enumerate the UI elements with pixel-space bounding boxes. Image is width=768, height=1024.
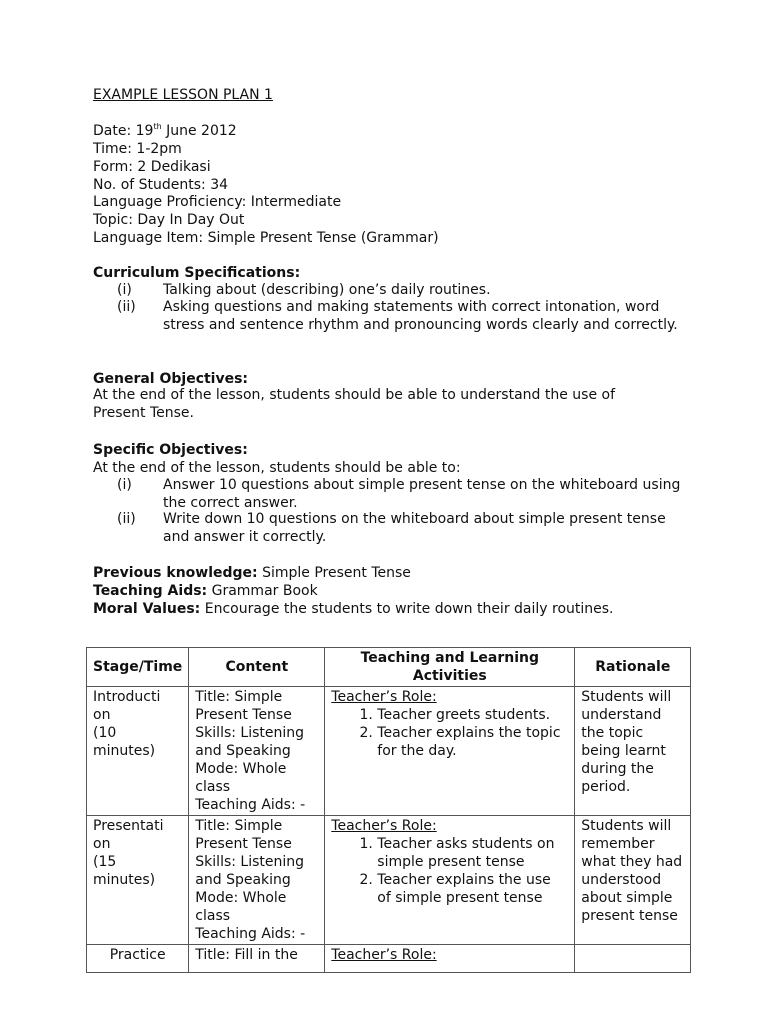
curriculum-heading: Curriculum Specifications: [93, 265, 301, 281]
curriculum-item-2: Asking questions and making statements with correct intonation, word stress and sentence rhythm and pronouncing words clearly and correctly. [163, 299, 678, 333]
activities-cell: Teacher’s Role: [325, 945, 575, 973]
students-line: No. of Students: 34 [93, 177, 229, 193]
header-content: Content [189, 648, 325, 687]
list-item: 1. Teacher asks students on simple present tense [377, 835, 568, 871]
time-line: Time: 1-2pm [93, 141, 182, 157]
document-title: EXAMPLE LESSON PLAN 1 [93, 87, 273, 103]
curriculum-num-1: (i) [117, 282, 132, 298]
teaching-aids-line: Teaching Aids: Grammar Book [93, 583, 318, 599]
stage-cell: Introducti on (10 minutes) [87, 687, 189, 816]
general-text: At the end of the lesson, students should be able to understand the use of Present Tense. [93, 387, 616, 421]
specific-intro: At the end of the lesson, students should be able to: [93, 460, 461, 476]
previous-knowledge-line: Previous knowledge: Simple Present Tense [93, 565, 411, 581]
stage-cell: Presentati on (15 minutes) [87, 816, 189, 945]
table-header-row [87, 648, 691, 687]
rationale-cell: Students will remember what they had understood about simple present tense [575, 816, 691, 945]
header-stage: Stage/Time [87, 648, 189, 687]
date-line: Date: 19th June 2012 [93, 122, 237, 139]
header-rationale: Rationale [575, 648, 691, 687]
moral-values-line: Moral Values: Encourage the students to write down their daily routines. [93, 601, 614, 617]
lesson-table [86, 647, 691, 973]
specific-num-1: (i) [117, 477, 132, 493]
content-cell: Title: Fill in the [189, 945, 325, 973]
content-cell: Title: Simple Present Tense Skills: Listening and Speaking Mode: Whole class Teaching Aids: - [189, 687, 325, 816]
table-row [87, 945, 691, 973]
content-cell: Title: Simple Present Tense Skills: Listening and Speaking Mode: Whole class Teaching Aids: - [189, 816, 325, 945]
list-item: 1. Teacher greets students. [377, 706, 568, 724]
curriculum-num-2: (ii) [117, 299, 136, 315]
specific-item-1: Answer 10 questions about simple present tense on the whiteboard using the correct answer. [163, 477, 681, 511]
activities-cell: Teacher’s Role: 1. Teacher asks students on simple present tense 2. Teacher explains the use of simple present tense [325, 816, 575, 945]
form-line: Form: 2 Dedikasi [93, 159, 211, 175]
rationale-cell [575, 945, 691, 973]
general-heading: General Objectives: [93, 371, 249, 387]
language-item-line: Language Item: Simple Present Tense (Grammar) [93, 230, 439, 246]
proficiency-line: Language Proficiency: Intermediate [93, 194, 342, 210]
stage-cell: Practice [87, 945, 189, 973]
curriculum-item-1: Talking about (describing) one’s daily routines. [163, 282, 491, 298]
topic-line: Topic: Day In Day Out [93, 212, 245, 228]
specific-item-2: Write down 10 questions on the whiteboard about simple present tense and answer it correctly. [163, 511, 666, 545]
list-item: 2. Teacher explains the use of simple present tense [377, 871, 568, 907]
table-row [87, 816, 691, 945]
activities-cell: Teacher’s Role: 1. Teacher greets students. 2. Teacher explains the topic for the day. [325, 687, 575, 816]
list-item: 2. Teacher explains the topic for the day. [377, 724, 568, 760]
specific-num-2: (ii) [117, 511, 136, 527]
header-activities: Teaching and Learning Activities [325, 648, 575, 687]
table-row [87, 687, 691, 816]
specific-heading: Specific Objectives: [93, 442, 248, 458]
rationale-cell: Students will understand the topic being learnt during the period. [575, 687, 691, 816]
